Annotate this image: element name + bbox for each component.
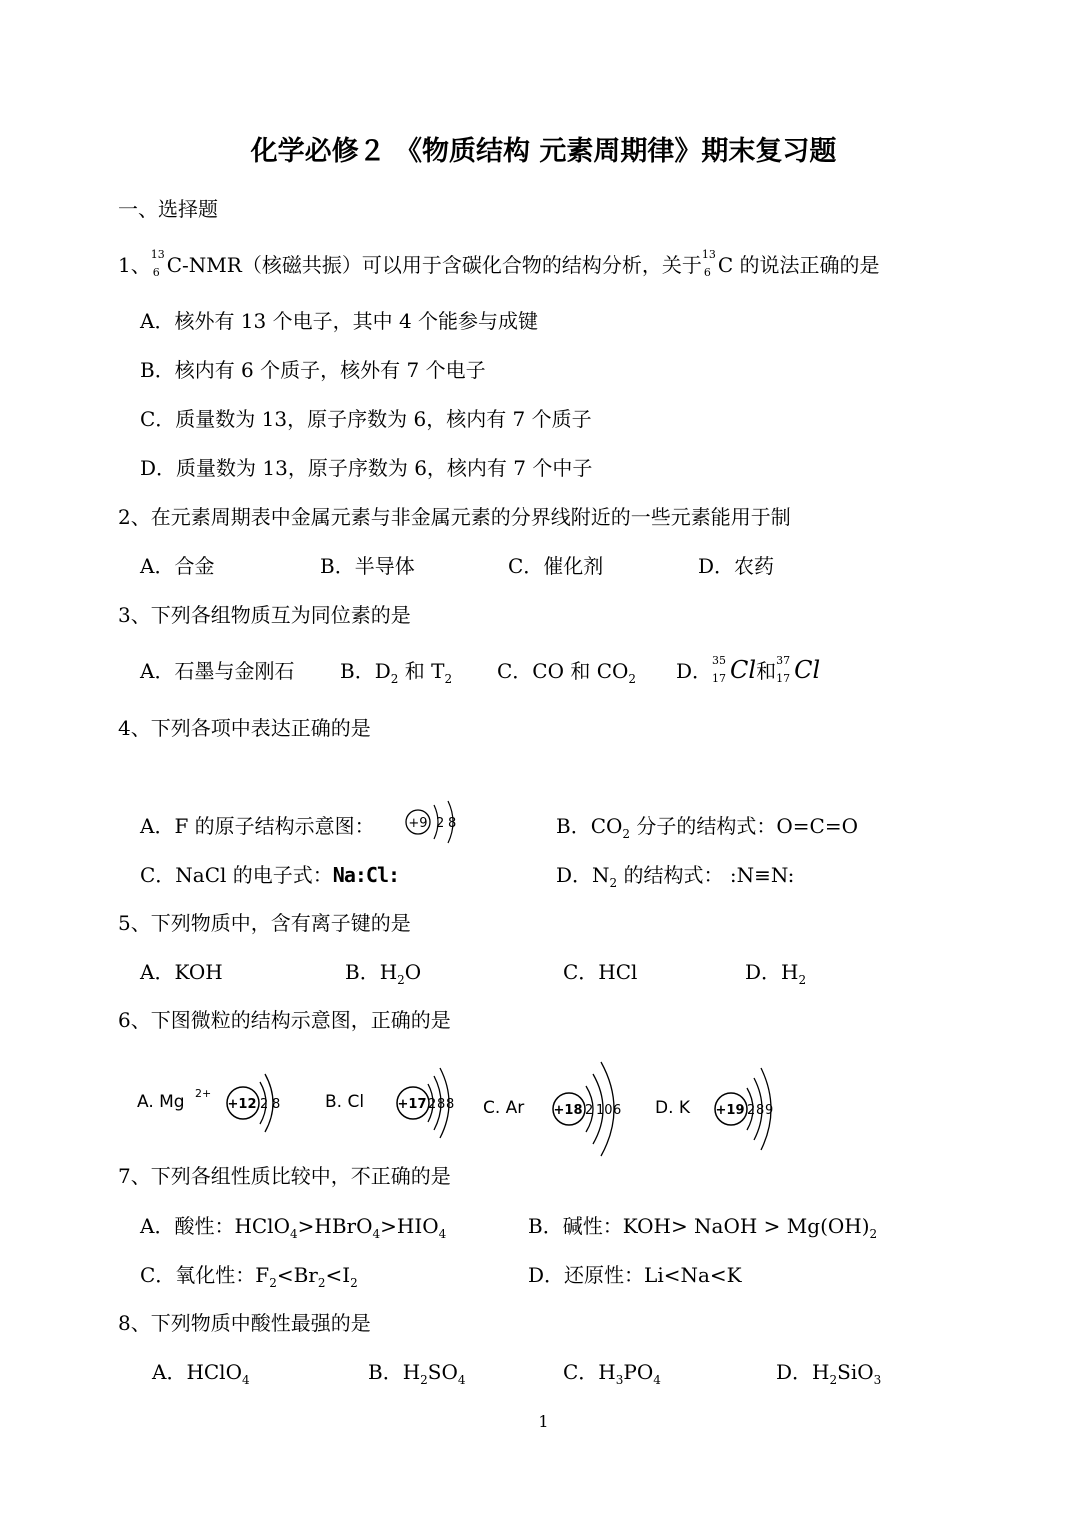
svg-text:C. Ar: C. Ar: [483, 1098, 525, 1118]
fluorine-atom-diagram: [400, 799, 470, 845]
q1-option-a[interactable]: A．核外有 13 个电子，其中 4 个能参与成键: [140, 309, 539, 333]
section-heading: 一、选择题: [118, 197, 218, 221]
q8-option-b[interactable]: B．$H_2SO_4$: [368, 1360, 466, 1387]
svg-text:D. K: D. K: [655, 1098, 691, 1118]
svg-text:B. Cl: B. Cl: [325, 1092, 365, 1112]
q5-option-c[interactable]: C．HCl: [563, 960, 638, 984]
svg-text:8: 8: [756, 1103, 765, 1118]
svg-text:2: 2: [436, 816, 445, 831]
svg-text:2: 2: [428, 1097, 437, 1112]
isotope-c13-ref: 13 6: [701, 248, 716, 279]
svg-text:8: 8: [448, 816, 457, 831]
q5-option-a[interactable]: A．KOH: [140, 960, 223, 984]
q3-option-d[interactable]: D． 35 17 Cl和 37 17 Cl: [676, 654, 821, 685]
q1-option-b[interactable]: B．核内有 6 个质子，核外有 7 个电子: [140, 358, 486, 382]
q6-option-b-diagram[interactable]: [325, 1068, 454, 1138]
q7-option-a[interactable]: A．酸性：$HClO_4>HBrO_4>HIO_4$: [140, 1214, 447, 1241]
q3-option-c[interactable]: C．CO 和 $CO_2$: [497, 659, 637, 686]
question-2-stem: 2、在元素周期表中金属元素与非金属元素的分界线附近的一些元素能用于制: [118, 505, 791, 529]
q4-option-c[interactable]: C．NaCl 的电子式：Na:Cl:: [140, 863, 400, 887]
svg-text:2+: 2+: [195, 1087, 212, 1100]
svg-text:2: 2: [260, 1097, 269, 1112]
question-1-stem: 1、 13 6 C-NMR（核磁共振）可以用于含碳化合物的结构分析，关于 13 6 C 的说法正确的是: [118, 248, 880, 279]
q1-option-d[interactable]: D．质量数为 13，原子序数为 6，核内有 7 个中子: [140, 456, 593, 480]
q8-option-a[interactable]: A．HClO$_4$: [152, 1360, 250, 1387]
ion-structure-diagrams: [135, 1060, 795, 1160]
svg-text:+12: +12: [227, 1097, 257, 1112]
svg-text:8: 8: [272, 1097, 281, 1112]
q3-option-a[interactable]: A．石墨与金刚石: [140, 659, 295, 683]
svg-text:2: 2: [585, 1103, 594, 1118]
nacl-electron-formula: Na:Cl:: [332, 863, 400, 887]
q8-option-d[interactable]: D．$H_2SiO_3$: [776, 1360, 882, 1387]
svg-text:6: 6: [613, 1103, 622, 1118]
question-7-stem: 7、下列各组性质比较中，不正确的是: [118, 1164, 451, 1188]
svg-text:+9: +9: [408, 816, 428, 831]
q7-option-d[interactable]: D．还原性：Li<Na<K: [528, 1263, 742, 1287]
svg-text:8: 8: [446, 1097, 455, 1112]
svg-text:+17: +17: [397, 1097, 427, 1112]
q2-option-d[interactable]: D．农药: [698, 554, 775, 578]
question-4-stem: 4、下列各项中表达正确的是: [118, 716, 371, 740]
svg-text:9: 9: [765, 1103, 774, 1118]
q4-option-b[interactable]: B．$CO_2$ 分子的结构式：O=C=O: [556, 814, 859, 841]
question-3-stem: 3、下列各组物质互为同位素的是: [118, 603, 411, 627]
isotope-c13: 13 6: [150, 248, 165, 279]
q2-option-b[interactable]: B．半导体: [320, 554, 415, 578]
q5-option-b[interactable]: B．$H_2O$: [345, 960, 422, 987]
svg-text:+18: +18: [553, 1103, 583, 1118]
q1-option-c[interactable]: C．质量数为 13，原子序数为 6，核内有 7 个质子: [140, 407, 592, 431]
page-number: 1: [538, 1412, 549, 1431]
question-6-stem: 6、下图微粒的结构示意图，正确的是: [118, 1008, 451, 1032]
question-8-stem: 8、下列物质中酸性最强的是: [118, 1311, 371, 1335]
q2-option-c[interactable]: C．催化剂: [508, 554, 604, 578]
svg-text:A. Mg: A. Mg: [137, 1092, 185, 1112]
page-title: 化学必修２ 《物质结构 元素周期律》期末复习题: [250, 136, 837, 167]
q4-option-a[interactable]: A．F 的原子结构示意图：: [140, 814, 375, 838]
q5-option-d[interactable]: D．$H_2$: [745, 960, 807, 987]
svg-text:+19: +19: [715, 1103, 745, 1118]
q8-option-c[interactable]: C．$H_3PO_4$: [563, 1360, 661, 1387]
svg-text:10: 10: [596, 1103, 613, 1118]
q3-option-b[interactable]: B．$D_2$ 和 $T_2$: [340, 659, 453, 686]
q6-option-a-diagram[interactable]: [137, 1074, 280, 1132]
q7-option-c[interactable]: C．氧化性：$F_2<Br_2<I_2$: [140, 1263, 358, 1290]
question-1-number: 1、: [118, 253, 151, 277]
q7-option-b[interactable]: B．碱性：KOH> NaOH > $Mg(OH)_2$: [528, 1214, 878, 1241]
q6-option-c-diagram[interactable]: [483, 1062, 621, 1156]
svg-text:2: 2: [747, 1103, 756, 1118]
svg-text:8: 8: [437, 1097, 446, 1112]
q4-option-d[interactable]: D．$N_2$ 的结构式： :N≡N:: [556, 863, 795, 890]
q2-option-a[interactable]: A．合金: [140, 554, 215, 578]
question-5-stem: 5、下列物质中，含有离子键的是: [118, 911, 411, 935]
q6-option-d-diagram[interactable]: [655, 1068, 773, 1150]
